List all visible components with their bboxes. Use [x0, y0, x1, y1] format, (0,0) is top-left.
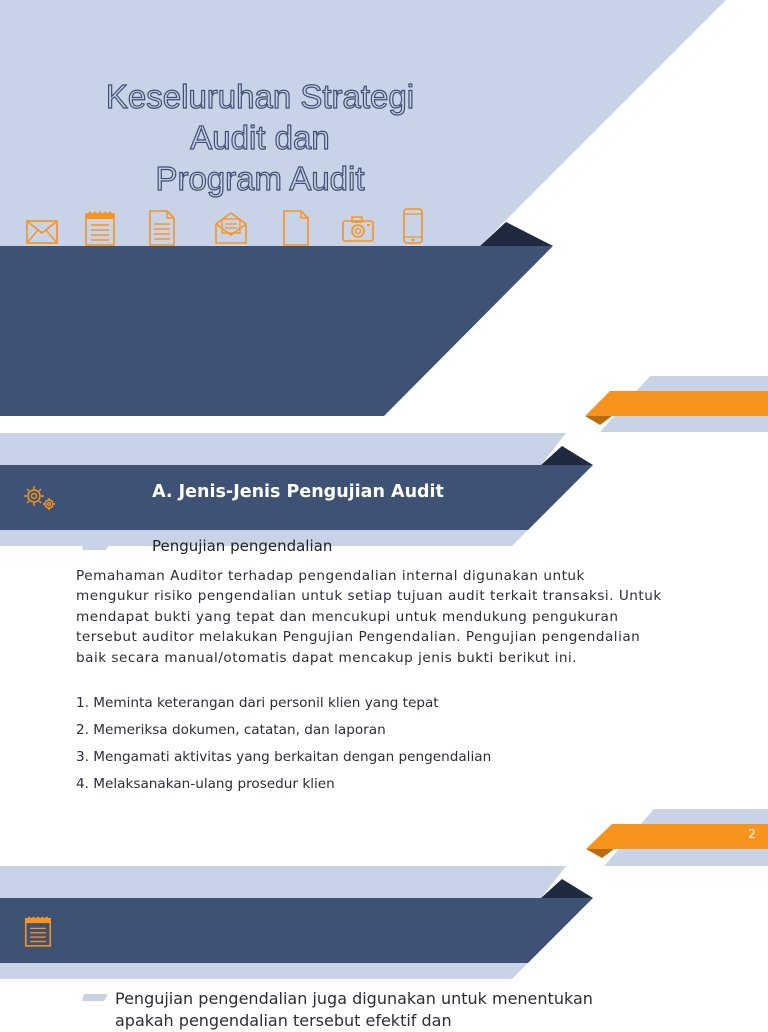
ribbon-orange-top — [585, 391, 768, 416]
smartphone-icon — [402, 208, 424, 244]
section-a-subheading: Pengujian pengendalian — [152, 537, 333, 555]
next-bullet-mark — [82, 994, 108, 1001]
header-icon-row — [0, 206, 460, 246]
list-item: 4. Melaksanakan-ulang prosedur klien — [76, 776, 335, 792]
open-mail-icon — [214, 212, 248, 244]
next-light-band — [0, 866, 566, 898]
blank-page-icon — [282, 210, 310, 246]
list-item: 3. Mengamati aktivitas yang berkaitan dengan pengendalian — [76, 749, 492, 765]
next-navy-band — [0, 898, 593, 963]
notepad-icon — [24, 913, 52, 949]
document-icon — [148, 210, 176, 246]
next-slide-text: Pengujian pengendalian juga digunakan untuk menentukan apakah pengendalian tersebut efektif dan — [115, 989, 593, 1030]
section-a-light-band — [0, 433, 566, 465]
ribbon-fold-bottom — [586, 849, 614, 858]
sub-bullet-mark — [82, 542, 110, 550]
camera-icon — [342, 216, 374, 242]
section-a-paragraph: Pemahaman Auditor terhadap pengendalian internal digunakan untuk mengukur risiko pengendalian untuk setiap tujuan audit terkait transaksi. Untuk mendapat bukti yang tepat dan mencukupi untuk mendukung pengukuran tersebut auditor melakukan Pengujian Pengendalian. Pengujian pengendalian baik secara manual/otomatis dapat mencakup jenis bukti berikut ini. — [76, 568, 662, 666]
slide-title-line-2: Audit dan — [190, 119, 330, 156]
section-a-heading: A. Jenis-Jenis Pengujian Audit — [152, 482, 444, 502]
page-number: 2 — [748, 827, 756, 841]
list-item: 1. Meminta keterangan dari personil klien yang tepat — [76, 695, 439, 711]
next-under-band — [0, 963, 528, 979]
slide-title-line-3: Program Audit — [155, 160, 365, 197]
envelope-icon — [26, 220, 58, 244]
notepad-icon — [84, 210, 116, 246]
list-item: 2. Memeriksa dokumen, catatan, dan laporan — [76, 722, 386, 738]
slide-title-line-1: Keseluruhan Strategi — [105, 78, 415, 115]
header-navy-banner — [0, 246, 553, 416]
slide-title — [60, 76, 460, 199]
